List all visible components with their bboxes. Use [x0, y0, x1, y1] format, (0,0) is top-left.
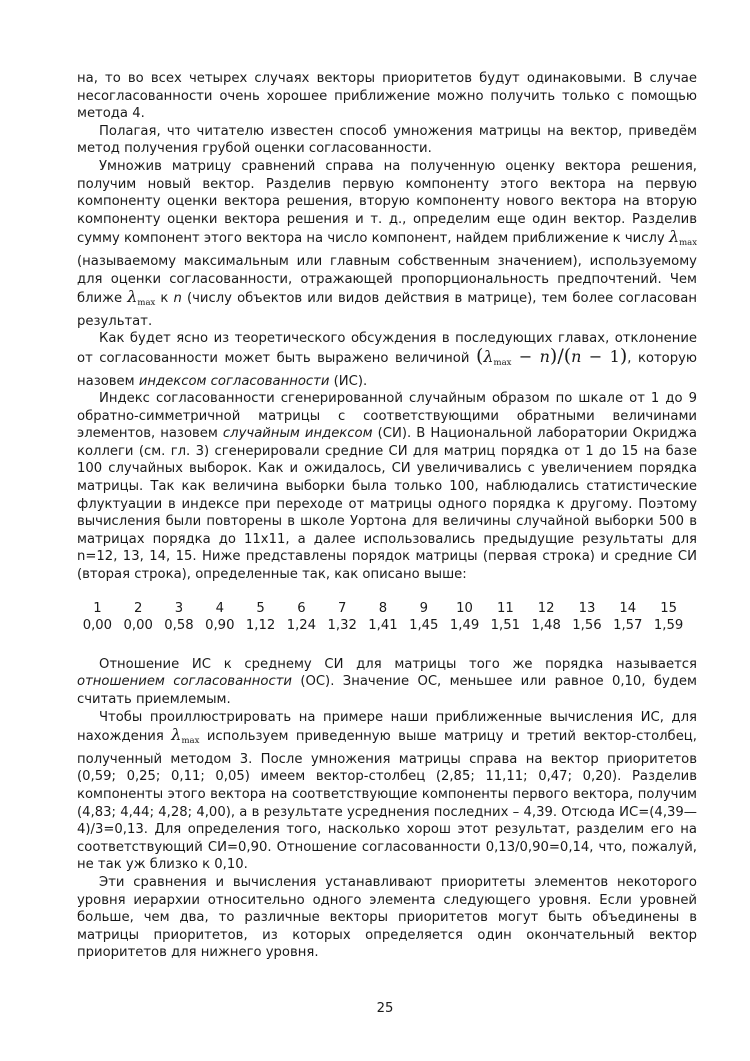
matrix-order-row — [77, 600, 689, 618]
random-index-row — [77, 617, 689, 635]
term-consistency-index: индексом согласованности — [138, 373, 330, 389]
matrix-order-cell: 11 — [496, 600, 514, 616]
text-segment: (ОС). Значение ОС, меньшее или равное 0,10, будем считать приемлемым. — [77, 674, 697, 707]
lambda-max-formula: $\lambda_{max}$ — [127, 287, 156, 309]
paragraph-consistency-index — [77, 330, 697, 390]
text-segment: к — [160, 291, 169, 307]
paragraph-continuation: на, то во всех четырех случаях векторы приоритетов будут одинаковыми. В случае несогласованности очень хорошее приближение можно получить только с помощью метода 4. — [77, 71, 697, 122]
text-segment: (ИС). — [333, 373, 368, 389]
matrix-order-cell: 12 — [537, 600, 555, 616]
text-segment: , которую назовем — [77, 350, 698, 389]
random-index-cell: 0,90 — [205, 618, 235, 634]
text-segment: Как будет ясно из теоретического обсуждения в последующих главах, отклонение от согласованности может быть выражено величиной — [77, 331, 697, 366]
text-segment: (называемому максимальным или главным собственным значением), используемому для оценки согласованности, отражающей пропорциональность предпочтений. Чем ближе — [77, 253, 697, 307]
variable-n: n — [173, 291, 182, 307]
page-body — [77, 70, 697, 962]
text-segment: Отношение ИС к среднему СИ для матрицы того же порядка называется — [99, 656, 697, 672]
random-index-cell: 1,59 — [653, 618, 684, 634]
matrix-order-cell: 15 — [660, 600, 677, 616]
random-index-cell: 0,00 — [82, 618, 113, 634]
matrix-order-cell: 2 — [134, 600, 143, 616]
paragraph-multiplication: Полагая, что читателю известен способ умножения матрицы на вектор, приведём метод получения грубой оценки согласованности. — [77, 123, 697, 157]
paragraph-random-index — [77, 390, 697, 584]
random-index-cell: 1,48 — [531, 618, 561, 634]
random-index-cell: 1,56 — [572, 618, 602, 634]
lambda-max-formula: $\lambda_{max}$ — [171, 725, 200, 747]
paragraph-conclusion: Эти сравнения и вычисления устанавливают приоритеты элементов некоторого уровня иерархии относительно одного элемента следующего уровня. Если уровней больше, чем два, то различные векторы приоритетов могут быть объединены в матрицы приоритетов, из которых определяется один окончательный вектор приоритетов для нижнего уровня. — [77, 874, 697, 961]
random-index-cell: 1,57 — [613, 618, 643, 634]
matrix-order-cell: 1 — [93, 600, 102, 616]
random-index-cell: 1,24 — [286, 618, 317, 634]
matrix-order-cell: 5 — [256, 600, 265, 616]
matrix-order-cell: 9 — [419, 600, 428, 616]
consistency-index-formula: $(\lambda_{max} - n)/(n - 1)$ — [475, 344, 628, 368]
paragraph-lambda-estimate — [77, 158, 697, 330]
text-segment: используем приведенную выше матрицу и третий вектор-столбец, полученный методом 3. После умножения матрицы справа на вектор приоритетов (0,59; 0,25; 0,11; 0,05) имеем вектор-столбец (2,85; 11,11; 0,47; 0,20). Разделив компоненты этого вектора на соответствующие компоненты первого вектора, получим (4,83; 4,44; 4,28; 4,00), а в результате усреднения последних – 4,39. Отсюда ИС=(4,39—4)/3=0,13. Для определения того, насколько хорош этот результат, разделим его на соответствующий СИ=0,90. Отношение согласованности 0,13/0,90=0,14, что, пожалуй, не так уж близко к 0,10. — [77, 729, 697, 873]
random-index-cell: 1,12 — [245, 618, 276, 634]
random-index-table — [77, 600, 697, 635]
matrix-order-cell: 7 — [337, 600, 347, 616]
matrix-order-cell: 14 — [619, 600, 637, 616]
text-segment: Умножив матрицу сравнений справа на полученную оценку вектора решения, получим новый вектор. Разделив первую компоненту этого вектора на первую компоненту оценки вектора решения, вторую компоненту нового вектора на вторую компоненту оценки вектора решения и т. д., определим еще один вектор. Разделив сумму компонент этого вектора на число компонент, найдем приближение к числу — [77, 158, 697, 247]
matrix-order-cell: 8 — [378, 600, 388, 616]
page-number: 25 — [376, 1001, 394, 1016]
text-segment: Чтобы проиллюстрировать на примере наши приближенные вычисления ИС, для нахождения — [77, 709, 697, 745]
text-segment: Индекс согласованности сгенерированной случайным образом по шкале от 1 до 9 обратно-симметричной матрицы с соответствующими обратными величинами элементов, назовем — [77, 391, 697, 442]
paragraph-example — [77, 709, 697, 874]
term-consistency-ratio: отношением согласованности — [77, 674, 292, 690]
text-segment: (числу объектов или видов действия в матрице), тем более согласован результат. — [77, 291, 697, 329]
random-index-cell: 0,58 — [164, 618, 194, 634]
text-segment: (СИ). В Национальной лаборатории Окриджа коллеги (см. гл. 3) сгенерировали средние СИ для матриц порядка от 1 до 15 на базе 100 случайных выборок. Как и ожидалось, СИ увеличивались с увеличением порядка матрицы. Так как величина выборки была только 100, наблюдались статистические флуктуации в индексе при переходе от матрицы одного порядка к другому. Поэтому вычисления были повторены в школе Уортона для величины случайной выборки 500 в матрицах порядка до 11х11, а далее использовались предыдущие результаты для n=12, 13, 14, 15. Ниже представлены порядок матрицы (первая строка) и средние СИ (вторая строка), определенные так, как описано выше: — [77, 426, 697, 583]
lambda-max-formula: $\lambda_{max}$ — [668, 227, 697, 249]
random-index-cell: 1,45 — [409, 618, 439, 634]
random-index-cell: 0,00 — [123, 618, 153, 634]
random-index-cell: 1,51 — [490, 618, 521, 634]
matrix-order-cell: 6 — [297, 600, 306, 616]
matrix-order-cell: 4 — [215, 600, 224, 616]
random-index-cell: 1,49 — [449, 618, 480, 634]
matrix-order-cell: 13 — [578, 600, 596, 616]
matrix-order-cell: 10 — [456, 600, 473, 616]
paragraph-consistency-ratio — [77, 656, 697, 709]
random-index-cell: 1,32 — [327, 618, 357, 634]
term-random-index: случайным индексом — [222, 426, 373, 442]
random-index-cell: 1,41 — [368, 618, 398, 634]
matrix-order-cell: 3 — [174, 600, 184, 616]
